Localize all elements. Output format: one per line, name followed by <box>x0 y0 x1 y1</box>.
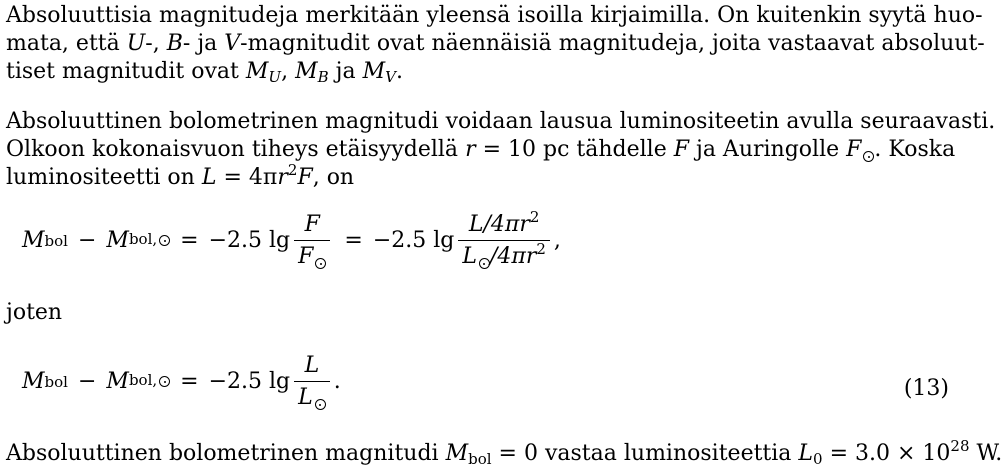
math-subscript: B <box>317 68 329 86</box>
math-symbol: F <box>673 137 689 162</box>
text-fragment: . <box>395 59 403 84</box>
math-symbol: M <box>106 228 129 253</box>
text-fragment: . <box>333 369 341 394</box>
math-subscript: bol, <box>128 371 158 389</box>
sun-symbol-icon <box>863 151 874 162</box>
equation-number: (13) <box>903 376 949 401</box>
text-fragment: , <box>281 59 289 84</box>
fraction-denominator: F <box>294 240 330 269</box>
fraction-numerator: L <box>304 353 320 378</box>
paragraph-bolometric-zero-point <box>6 437 1002 468</box>
math-symbol: M <box>445 441 469 466</box>
paragraph-bolometric-definition <box>6 108 996 192</box>
text-fragment: Absoluuttinen bolometrinen magnitudi <box>6 441 439 466</box>
math-superscript: 28 <box>950 437 970 455</box>
math-symbol: V <box>224 31 241 56</box>
math-operator: − <box>77 228 97 253</box>
text-line: Absoluuttisia magnitudeja merkitään yleensä isoilla kirjaimilla. On kuitenkin syytä huo- <box>6 3 983 28</box>
fraction-denominator: L <box>294 381 330 410</box>
math-symbol: M <box>22 228 45 253</box>
fraction-numerator: $L/4\pi r^2$ <box>468 208 540 237</box>
text-fragment: . Koska <box>874 137 956 162</box>
text-fragment: ja <box>335 59 356 84</box>
math-symbol: M <box>295 59 318 84</box>
math-subscript: bol <box>468 450 492 468</box>
sun-symbol-icon <box>159 235 170 246</box>
sun-symbol-icon <box>315 399 326 410</box>
fraction <box>294 212 330 269</box>
text-fragment: - ja <box>182 31 218 56</box>
text-fragment: = 3.0 × 10 <box>829 441 951 466</box>
sun-symbol-icon <box>159 376 170 387</box>
equation-bolometric-luminosity: M bol − M bol, = −2.5 lg $\frac{L}{L}$ . (13) <box>22 353 949 410</box>
math-coefficient: −2.5 lg <box>208 369 291 394</box>
math-operator: = <box>180 369 199 394</box>
text-fragment: -magnitudit ovat näennäisiä magnitudeja, joita vastaavat absoluut- <box>240 31 985 56</box>
math-symbol: B <box>166 31 183 56</box>
math-subscript: bol, <box>128 230 158 248</box>
math-subscript: 0 <box>813 450 823 468</box>
fraction <box>458 208 550 269</box>
text-fragment: = 0 vastaa luminositeettia <box>498 441 792 466</box>
math-coefficient: −2.5 lg <box>208 228 291 253</box>
sun-symbol-icon <box>315 258 326 269</box>
math-operator: = <box>344 228 363 253</box>
text-fragment: W. <box>976 441 1002 466</box>
fraction <box>294 353 330 410</box>
text-fragment: ja Auringolle <box>696 137 840 162</box>
math-superscript: 2 <box>287 161 298 179</box>
math-symbol: M <box>362 59 386 84</box>
equation-bolometric-flux: M bol − M bol, = −2.5 lg $\frac{F}{F}$ = −2.5 lg $\frac{L/4\pi r^2}{L /4\pi r^2}$ , <box>22 208 561 269</box>
math-operator: = <box>180 228 199 253</box>
math-coefficient: −2.5 lg <box>372 228 455 253</box>
text-fragment: = 10 pc tähdelle <box>482 137 667 162</box>
fraction-numerator: F <box>304 212 320 237</box>
math-symbol: L <box>201 165 217 190</box>
text-joten <box>6 299 956 327</box>
text-fragment: , on <box>312 165 355 190</box>
math-operator: − <box>77 369 97 394</box>
text-line <box>6 161 956 192</box>
text-fragment: mata, että <box>6 31 120 56</box>
text-line: Absoluuttinen bolometrinen magnitudi voidaan lausua luminositeetin avulla seuraavasti. <box>6 109 996 134</box>
text-fragment: -, <box>145 31 160 56</box>
math-symbol: M <box>22 369 45 394</box>
text-fragment: Olkoon kokonaisvuon tiheys etäisyydellä <box>6 137 459 162</box>
math-symbol: L <box>798 441 814 466</box>
math-symbol: M <box>106 369 129 394</box>
math-symbol: F <box>297 165 313 190</box>
math-symbol: r <box>277 165 288 190</box>
math-subscript: U <box>268 68 282 86</box>
math-symbol: F <box>846 137 862 162</box>
text-line <box>6 30 985 58</box>
text-line <box>6 437 1002 468</box>
sun-symbol-icon <box>479 258 490 269</box>
math-symbol: M <box>245 59 269 84</box>
text-fragment: = 4π <box>223 165 278 190</box>
math-symbol: U <box>126 31 146 56</box>
text-fragment: tiset magnitudit ovat <box>6 59 239 84</box>
math-symbol: r <box>465 137 476 162</box>
text-fragment: luminositeetti on <box>6 165 195 190</box>
text-line <box>6 58 956 86</box>
paragraph-absolute-magnitudes <box>6 2 985 86</box>
math-subscript: V <box>385 68 396 86</box>
text-line <box>6 136 956 164</box>
fraction-denominator: L $/4\pi r^2$ <box>458 240 550 269</box>
text-line: joten <box>6 300 63 325</box>
text-fragment: , <box>553 228 561 253</box>
